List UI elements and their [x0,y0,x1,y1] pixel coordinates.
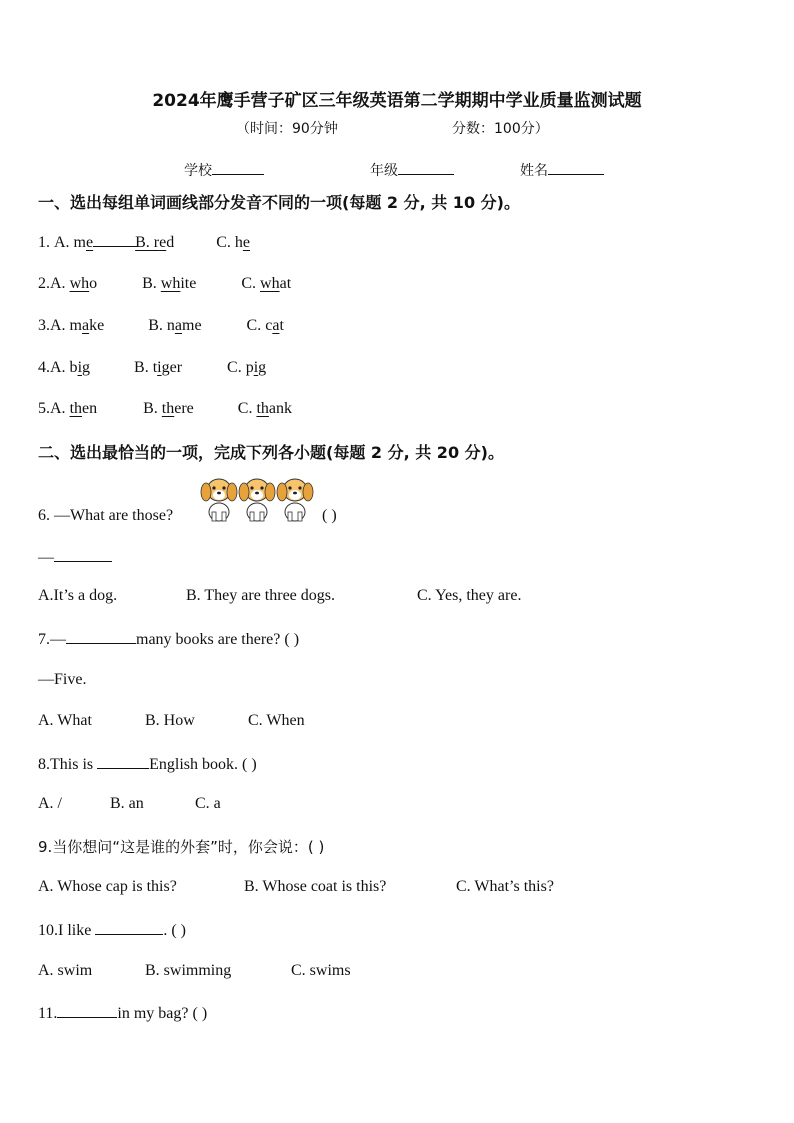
q6-blank[interactable] [54,547,112,562]
question-4 [38,359,266,377]
q7-option-c[interactable]: C. When [248,712,305,729]
q3-option-a[interactable]: A. make [50,317,105,334]
q5-option-b[interactable]: B. there [143,400,194,417]
grade-blank[interactable] [398,160,454,175]
question-3 [38,317,284,335]
q1-option-b[interactable]: B. red [135,234,175,251]
q8-blank[interactable] [97,754,149,769]
q2-number: 2. [38,275,50,292]
question-9-stem: 9.当你想问“这是谁的外套”时，你会说：( ) [38,838,325,856]
q4-option-a[interactable]: A. big [50,359,91,376]
question-6-stem: 6. —What are those? [38,507,174,524]
question-7-stem: 7.— many books are there? ( ) [38,631,300,648]
q10-option-c[interactable]: C. swims [291,962,351,979]
q5-number: 5. [38,400,50,417]
dog-2 [239,479,275,521]
q7-option-b[interactable]: B. How [145,712,195,729]
name-field [520,160,604,180]
name-blank[interactable] [548,160,604,175]
q7-answer: —Five. [38,671,87,688]
q2-option-c[interactable]: C. what [241,275,292,292]
q9-option-b[interactable]: B. Whose coat is this? [244,878,387,895]
q8-option-c[interactable]: C. a [195,795,221,812]
q1-number: 1. [38,234,54,251]
q8-option-a[interactable]: A. / [38,795,62,812]
q2-option-b[interactable]: B. white [142,275,197,292]
dog-3 [277,479,313,521]
q7-blank[interactable] [66,629,136,644]
q1-option-a[interactable]: A. me [54,234,94,251]
q9-option-c[interactable]: C. What’s this? [456,878,554,895]
q8-option-b[interactable]: B. an [110,795,144,812]
grade-field [370,160,454,180]
question-8-stem: 8.This is English book. ( ) [38,756,257,773]
q4-option-b[interactable]: B. tiger [134,359,183,376]
q10-option-a[interactable]: A. swim [38,962,93,979]
q7-option-a[interactable]: A. What [38,712,92,729]
q3-number: 3. [38,317,50,334]
question-5 [38,400,292,418]
q10-option-b[interactable]: B. swimming [145,962,232,979]
q9-option-a[interactable]: A. Whose cap is this? [38,878,177,895]
school-label: 学校 [184,163,212,179]
q4-option-c[interactable]: C. pig [227,359,267,376]
q6-answer-paren[interactable]: ( ) [322,507,337,524]
q1-option-c[interactable]: C. he [216,234,250,251]
q1-blank [93,234,137,247]
exam-title: 2024年鹰手营子矿区三年级英语第二学期期中学业质量监测试题 [152,91,642,111]
dog-1 [201,479,237,521]
q5-option-c[interactable]: C. thank [237,400,293,417]
school-blank[interactable] [212,160,264,175]
q6-answer-line[interactable] [38,547,112,567]
name-label: 姓名 [520,163,548,179]
q11-blank[interactable] [57,1003,117,1018]
q6-option-a[interactable]: A.It’s a dog. [38,587,118,604]
q5-option-a[interactable]: A. then [50,400,98,417]
school-field [184,160,264,180]
question-11-stem: 11. in my bag? ( ) [38,1005,208,1022]
grade-label: 年级 [370,163,398,179]
section2-heading: 二、选出最恰当的一项，完成下列各小题(每题 2 分, 共 20 分)。 [38,443,504,462]
q10-blank[interactable] [95,920,163,935]
question-10-stem: 10.I like . ( ) [38,922,186,939]
q3-option-c[interactable]: C. cat [246,317,284,334]
q3-option-b[interactable]: B. name [148,317,202,334]
q2-option-a[interactable]: A. who [50,275,98,292]
q4-number: 4. [38,359,50,376]
question-1 [38,234,250,252]
question-2 [38,275,291,293]
q6-option-b[interactable]: B. They are three dogs. [186,587,335,604]
q6-option-c[interactable]: C. Yes, they are. [417,587,522,604]
three-dogs-image [200,474,314,524]
section1-heading: 一、选出每组单词画线部分发音不同的一项(每题 2 分, 共 10 分)。 [38,193,520,212]
exam-time: （时间：90分钟 [236,121,338,137]
q6-dash: — [38,549,54,566]
exam-score: 分数：100分） [452,121,549,137]
